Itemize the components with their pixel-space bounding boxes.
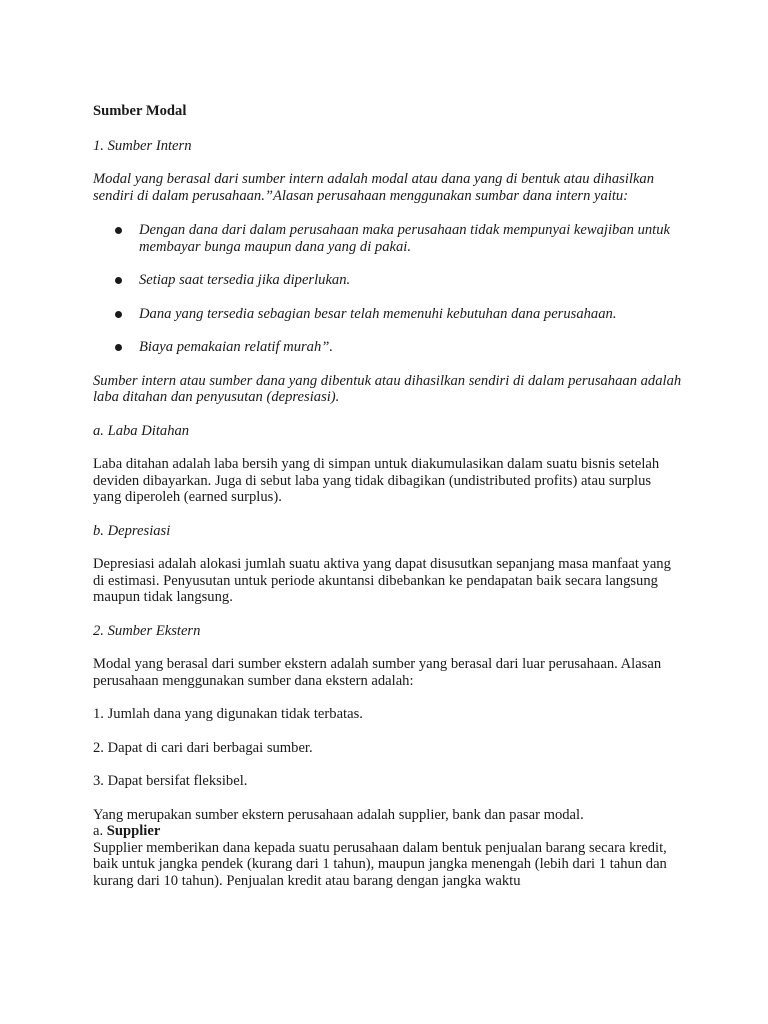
bullet-icon (115, 227, 122, 234)
ekstern-reason-item: 3. Dapat bersifat fleksibel. (93, 773, 248, 789)
bullet-icon (115, 344, 122, 351)
list-item (93, 306, 683, 323)
ekstern-reason-item: 2. Dapat di cari dari berbagai sumber. (93, 739, 313, 756)
list-item-text: Dana yang tersedia sebagian besar telah memenuhi kebutuhan dana perusahaan. (139, 305, 617, 322)
depresiasi-paragraph: Depresiasi adalah alokasi jumlah suatu aktiva yang dapat disusutkan sepanjang masa manfaat yang di estimasi. Penyusutan untuk periode akuntansi dibebankan ke pendapatan baik secara langsung maupun tidak langsung. (93, 556, 671, 605)
supplier-paragraph: Supplier memberikan dana kepada suatu perusahaan dalam bentuk penjualan barang secara kredit, baik untuk jangka pendek (kurang dari 1 tahun), maupun jangka menengah (lebih dari 1 tahun dan kurang dari 10 tahun). Penjualan kredit atau barang dengan jangka waktu (93, 839, 667, 889)
subheading-depresiasi: b. Depresiasi (93, 522, 171, 539)
ekstern-intro-paragraph: Modal yang berasal dari sumber ekstern adalah sumber yang berasal dari luar perusahaan. Alasan perusahaan menggunakan sumber dana ekstern adalah: (93, 656, 662, 689)
document-title: Sumber Modal (93, 103, 187, 119)
list-item (93, 222, 683, 255)
bullet-icon (115, 311, 122, 318)
list-item-text: Dengan dana dari dalam perusahaan maka perusahaan tidak mempunyai kewajiban untuk membayar bunga maupun dana yang di pakai. (139, 222, 670, 255)
laba-ditahan-paragraph: Laba ditahan adalah laba bersih yang di simpan untuk diakumulasikan dalam suatu bisnis setelah deviden dibayarkan. Juga di sebut laba yang tidak dibagikan (undistributed profits) atau surplus yang diperoleh (earned surplus). (93, 456, 660, 505)
list-item-text: Setiap saat tersedia jika diperlukan. (139, 272, 351, 288)
intern-summary-paragraph: Sumber intern atau sumber dana yang dibentuk atau dihasilkan sendiri di dalam perusahaan adalah laba ditahan dan penyusutan (depresiasi). (93, 372, 682, 405)
supplier-heading-line (93, 823, 683, 840)
list-item (93, 339, 683, 356)
supplier-prefix: a. (93, 823, 107, 839)
subheading-laba-ditahan: a. Laba Ditahan (93, 422, 190, 439)
intern-reasons-list (93, 222, 683, 356)
ekstern-reason-item: 1. Jumlah dana yang digunakan tidak terbatas. (93, 706, 363, 722)
intern-intro-paragraph: Modal yang berasal dari sumber intern adalah modal atau dana yang di bentuk atau dihasilkan sendiri di dalam perusahaan.”Alasan perusahaan menggunakan sumbar dana intern yaitu: (93, 171, 655, 204)
bullet-icon (115, 277, 122, 284)
section-heading-ekstern: 2. Sumber Ekstern (93, 622, 201, 639)
supplier-heading: Supplier (106, 823, 161, 839)
list-item-text: Biaya pemakaian relatif murah”. (139, 339, 334, 355)
document-body (93, 103, 683, 889)
ekstern-sources-paragraph: Yang merupakan sumber ekstern perusahaan adalah supplier, bank dan pasar modal. (93, 806, 584, 823)
section-heading-intern: 1. Sumber Intern (93, 137, 192, 154)
list-item (93, 272, 683, 289)
